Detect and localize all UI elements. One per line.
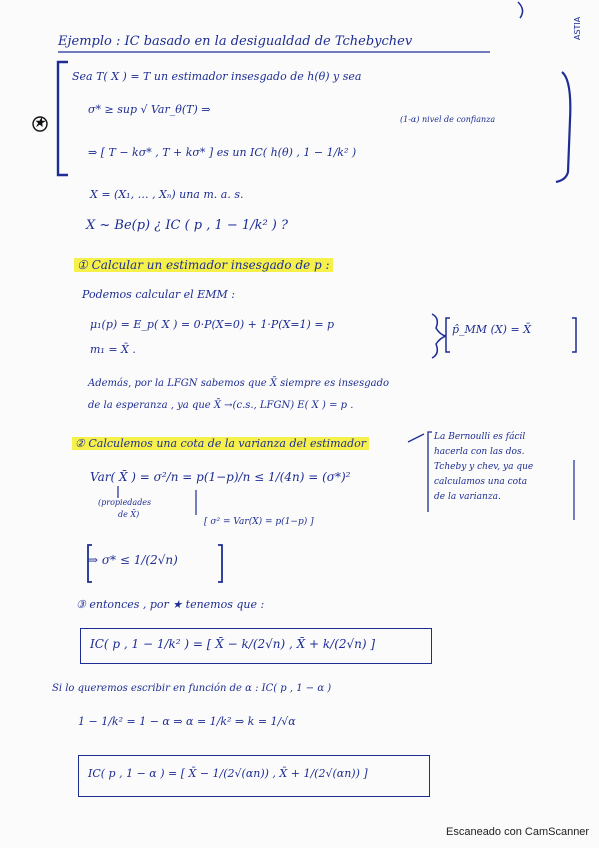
result-bracket-right — [572, 318, 576, 352]
step1-text: Podemos calcular el EMM : — [82, 288, 235, 301]
star-line-2: σ* ≥ sup √ Var_θ(T) ⇒ — [88, 103, 211, 116]
star-side-note: (1-α) nivel de confianza — [400, 115, 496, 124]
star-marker-ring — [33, 117, 47, 131]
step1-eq2: m₁ = X̄ . — [90, 343, 136, 356]
step1-result: p̂_MM (X) = X̄ — [452, 323, 532, 336]
alpha-text: Si lo queremos escribir en función de α : IC( p , 1 − α ) — [52, 683, 332, 694]
corner-ink-mark — [518, 2, 523, 18]
step1-eq1: μ₁(p) = E_p( X ) = 0·P(X=0) + 1·P(X=1) = p — [90, 318, 335, 331]
step2-boxed: ⇒ σ* ≤ 1/(2√n) — [88, 553, 178, 567]
left-bracket — [58, 62, 68, 175]
prop-label-2: de X̄) — [118, 510, 140, 519]
corner-tag: ASTIA — [573, 16, 582, 40]
side-note-arrow — [408, 434, 424, 442]
page-title: Ejemplo : IC basado en la desigualdad de Tchebychev — [58, 34, 413, 49]
alpha-eq: 1 − 1/k² = 1 − α ⇒ α = 1/k² ⇒ k = 1/√α — [78, 715, 296, 728]
step1-note2: de la esperanza , ya que X̄ →(c.s., LFGN) E( X ) = p . — [88, 400, 354, 411]
step1-note1: Además, por la LFGN sabemos que X̄ siempre es insesgado — [88, 378, 389, 389]
step2-eq: Var( X̄ ) = σ²/n = p(1−p)/n ≤ 1/(4n) = (σ*)² — [90, 470, 351, 484]
step2-heading: ② Calculemos una cota de la varianza del estimador — [72, 437, 369, 450]
step1-brace — [432, 314, 446, 358]
step2-side-note: La Bernoulli es fácil hacerla con las dos. Tcheby y chev, ya que calculamos una cota de la varianza. — [434, 432, 534, 502]
sample-def: X = (X₁, … , Xₙ) una m. a. s. — [90, 188, 244, 201]
right-bracket — [556, 72, 570, 182]
result-bracket-left — [446, 318, 450, 352]
side-note-bracket — [428, 432, 432, 512]
step1-heading: ① Calcular un estimador insesgado de p : — [74, 258, 333, 272]
star-line-1: Sea T( X ) = T un estimador insesgado de h(θ) y sea — [72, 70, 362, 83]
prop-label-1: (propiedades — [98, 498, 152, 507]
sigma-bracket-right — [218, 545, 222, 582]
question: X ~ Be(p) ¿ IC ( p , 1 − 1/k² ) ? — [86, 218, 288, 233]
step3-intro: ③ entonces , por ★ tenemos que : — [76, 598, 265, 611]
star-marker: ★ — [33, 115, 46, 131]
sigma-note: [ σ² = Var(X) = p(1−p) ] — [204, 517, 314, 527]
ic-formula: IC( p , 1 − 1/k² ) = [ X̄ − k/(2√n) , X̄ + k/(2√n) ] — [90, 637, 376, 651]
final-ic-formula: IC( p , 1 − α ) = [ X̄ − 1/(2√(αn)) , X̄ + 1/(2√(αn)) ] — [88, 767, 368, 780]
sigma-bracket-left — [88, 545, 92, 582]
scanner-watermark: Escaneado con CamScanner — [446, 826, 590, 838]
star-line-3: ⇒ [ T − kσ* , T + kσ* ] es un IC( h(θ) , 1 − 1/k² ) — [88, 146, 357, 159]
